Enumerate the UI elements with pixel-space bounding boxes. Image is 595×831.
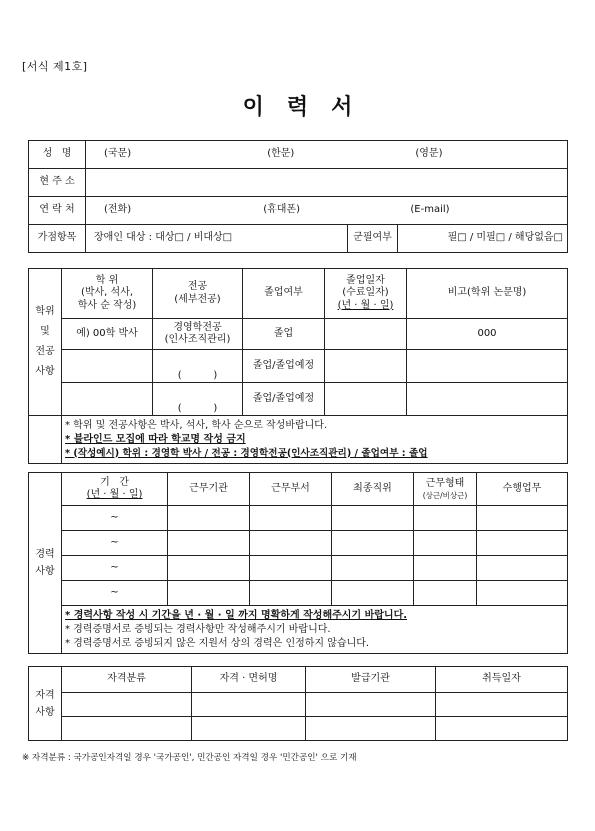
name-eng-label: (영문) — [415, 148, 443, 160]
position-cell[interactable] — [332, 531, 414, 556]
period-cell[interactable]: ~ — [62, 556, 168, 581]
email-label: (E-mail) — [410, 204, 450, 216]
military-label: 군필여부 — [348, 225, 398, 253]
header-line: (수료일자) — [342, 287, 389, 299]
duty-header: 수행업무 — [477, 473, 568, 506]
education-label-line: 학위 — [35, 306, 55, 317]
table-row — [29, 717, 568, 741]
acquired-date-header: 취득일자 — [436, 667, 568, 693]
dept-cell[interactable] — [250, 506, 332, 531]
degree-cell[interactable] — [62, 350, 153, 383]
header-line: 학 위 — [95, 274, 119, 286]
table-row — [29, 383, 568, 416]
graduation-cell[interactable]: 졸업/졸업예정 — [243, 350, 325, 383]
table-row — [29, 556, 568, 581]
type-header — [414, 473, 477, 506]
license-name-cell[interactable] — [192, 717, 306, 741]
name-kor-label: (국문) — [104, 148, 132, 160]
career-note: * 경력증명서로 증빙되지 않은 지원서 상의 경력은 인정하지 않습니다. — [65, 637, 370, 649]
example-remarks[interactable]: 000 — [407, 319, 568, 350]
example-graduation[interactable]: 졸업 — [243, 319, 325, 350]
period-cell[interactable]: ~ — [62, 531, 168, 556]
license-label-line: 자격 — [35, 689, 55, 701]
graduation-header: 졸업여부 — [243, 269, 325, 319]
license-table — [28, 666, 568, 741]
remarks-cell[interactable] — [407, 350, 568, 383]
major-cell[interactable]: ( ) — [153, 383, 243, 416]
major-line: (인사조직관리) — [164, 334, 231, 345]
career-label-line: 사항 — [35, 566, 55, 577]
license-name-cell[interactable] — [192, 693, 306, 717]
education-label-line: 및 — [40, 326, 50, 337]
career-notes — [62, 606, 568, 654]
education-notes — [62, 416, 568, 464]
dept-cell[interactable] — [250, 531, 332, 556]
license-section-label — [29, 667, 62, 741]
table-row — [29, 531, 568, 556]
duty-cell[interactable] — [477, 581, 568, 606]
type-cell[interactable] — [414, 531, 477, 556]
license-footnote: ※ 자격분류 : 국가공인자격일 경우 '국가공인', 민간공인 자격일 경우 '민간공인' 으로 기재 — [22, 753, 357, 763]
position-cell[interactable] — [332, 556, 414, 581]
acquired-date-cell[interactable] — [436, 693, 568, 717]
issuer-cell[interactable] — [306, 693, 436, 717]
period-header — [62, 473, 168, 506]
bonus-label: 가점항목 — [29, 225, 86, 253]
mobile-label: (휴대폰) — [263, 204, 300, 216]
basic-info-table — [28, 140, 568, 253]
type-cell[interactable] — [414, 506, 477, 531]
education-label-line: 전공 — [35, 346, 55, 357]
table-row — [29, 693, 568, 717]
major-cell[interactable]: ( ) — [153, 350, 243, 383]
date-header — [325, 269, 407, 319]
contact-label: 연 락 처 — [29, 197, 86, 225]
address-label: 현 주 소 — [29, 169, 86, 197]
degree-cell[interactable] — [62, 383, 153, 416]
career-section-label — [29, 473, 62, 654]
org-cell[interactable] — [168, 531, 250, 556]
position-cell[interactable] — [332, 581, 414, 606]
org-cell[interactable] — [168, 506, 250, 531]
license-label-line: 사항 — [35, 706, 55, 718]
license-name-header: 자격 · 면허명 — [192, 667, 306, 693]
table-row — [29, 506, 568, 531]
name-row[interactable] — [86, 141, 568, 169]
type-cell[interactable] — [414, 556, 477, 581]
acquired-date-cell[interactable] — [436, 717, 568, 741]
header-line: (세부전공) — [174, 293, 221, 305]
header-line: 졸업일자 — [346, 274, 385, 286]
example-major[interactable] — [153, 319, 243, 350]
position-cell[interactable] — [332, 506, 414, 531]
name-label: 성 명 — [29, 141, 86, 169]
position-header: 최종직위 — [332, 473, 414, 506]
duty-cell[interactable] — [477, 556, 568, 581]
date-cell[interactable] — [325, 350, 407, 383]
name-han-label: (한문) — [267, 148, 295, 160]
duty-cell[interactable] — [477, 531, 568, 556]
military-option[interactable]: 필□ / 미필□ / 해당없음□ — [398, 225, 568, 253]
issuer-cell[interactable] — [306, 717, 436, 741]
issuer-header: 발급기관 — [306, 667, 436, 693]
page-title: 이 력 서 — [242, 95, 353, 120]
duty-cell[interactable] — [477, 506, 568, 531]
date-cell[interactable] — [325, 383, 407, 416]
org-cell[interactable] — [168, 581, 250, 606]
header-line: (상근/비상근) — [422, 490, 468, 500]
graduation-cell[interactable]: 졸업/졸업예정 — [243, 383, 325, 416]
header-line: 근무형태 — [425, 478, 465, 490]
table-row — [29, 319, 568, 350]
education-label-line: 사항 — [35, 366, 55, 377]
header-line: (박사, 석사, — [80, 287, 134, 299]
dept-header: 근무부서 — [250, 473, 332, 506]
org-cell[interactable] — [168, 556, 250, 581]
career-note: * 경력사항 작성 시 기간을 년 · 월 · 일 까지 명확하게 작성해주시기 바랍니다. — [65, 609, 408, 621]
address-field[interactable] — [86, 169, 568, 197]
education-note: * (작성예시) 학위 : 경영학 박사 / 전공 : 경영학전공(인사조직관리) / 졸업여부 : 졸업 — [65, 447, 428, 459]
career-note: * 경력증명서로 증빙되는 경력사항만 작성해주시기 바랍니다. — [65, 623, 331, 635]
dept-cell[interactable] — [250, 556, 332, 581]
phone-label: (전화) — [104, 204, 132, 216]
education-table — [28, 268, 568, 464]
org-header: 근무기관 — [168, 473, 250, 506]
type-cell[interactable] — [414, 581, 477, 606]
form-number: [서식 제1호] — [22, 60, 88, 73]
major-line: 경영학전공 — [173, 321, 222, 333]
header-line: 학사 순 작성) — [77, 299, 137, 311]
education-section-label — [29, 269, 62, 416]
header-line: 전공 — [187, 281, 208, 292]
major-header — [153, 269, 243, 319]
table-row — [29, 581, 568, 606]
category-header: 자격분류 — [62, 667, 192, 693]
header-line: 기 간 — [100, 476, 129, 488]
contact-row[interactable] — [86, 197, 568, 225]
education-label-continued — [29, 416, 62, 464]
remarks-header: 비고(학위 논문명) — [407, 269, 568, 319]
table-row — [29, 350, 568, 383]
degree-header — [62, 269, 153, 319]
example-degree[interactable]: 예) 00학 박사 — [62, 319, 153, 350]
category-cell[interactable] — [62, 717, 192, 741]
category-cell[interactable] — [62, 693, 192, 717]
header-line: (년 · 월 · 일) — [86, 489, 143, 500]
period-cell[interactable]: ~ — [62, 506, 168, 531]
header-line: (년 · 월 · 일) — [337, 299, 394, 311]
career-label-line: 경력 — [35, 549, 55, 560]
disabled-option[interactable]: 장애인 대상 : 대상□ / 비대상□ — [86, 225, 348, 253]
education-note: * 블라인드 모집에 따라 학교명 작성 금지 — [65, 433, 246, 445]
career-table — [28, 472, 568, 654]
dept-cell[interactable] — [250, 581, 332, 606]
period-cell[interactable]: ~ — [62, 581, 168, 606]
example-date[interactable] — [325, 319, 407, 350]
remarks-cell[interactable] — [407, 383, 568, 416]
education-note: * 학위 및 전공사항은 박사, 석사, 학사 순으로 작성바랍니다. — [65, 419, 328, 431]
